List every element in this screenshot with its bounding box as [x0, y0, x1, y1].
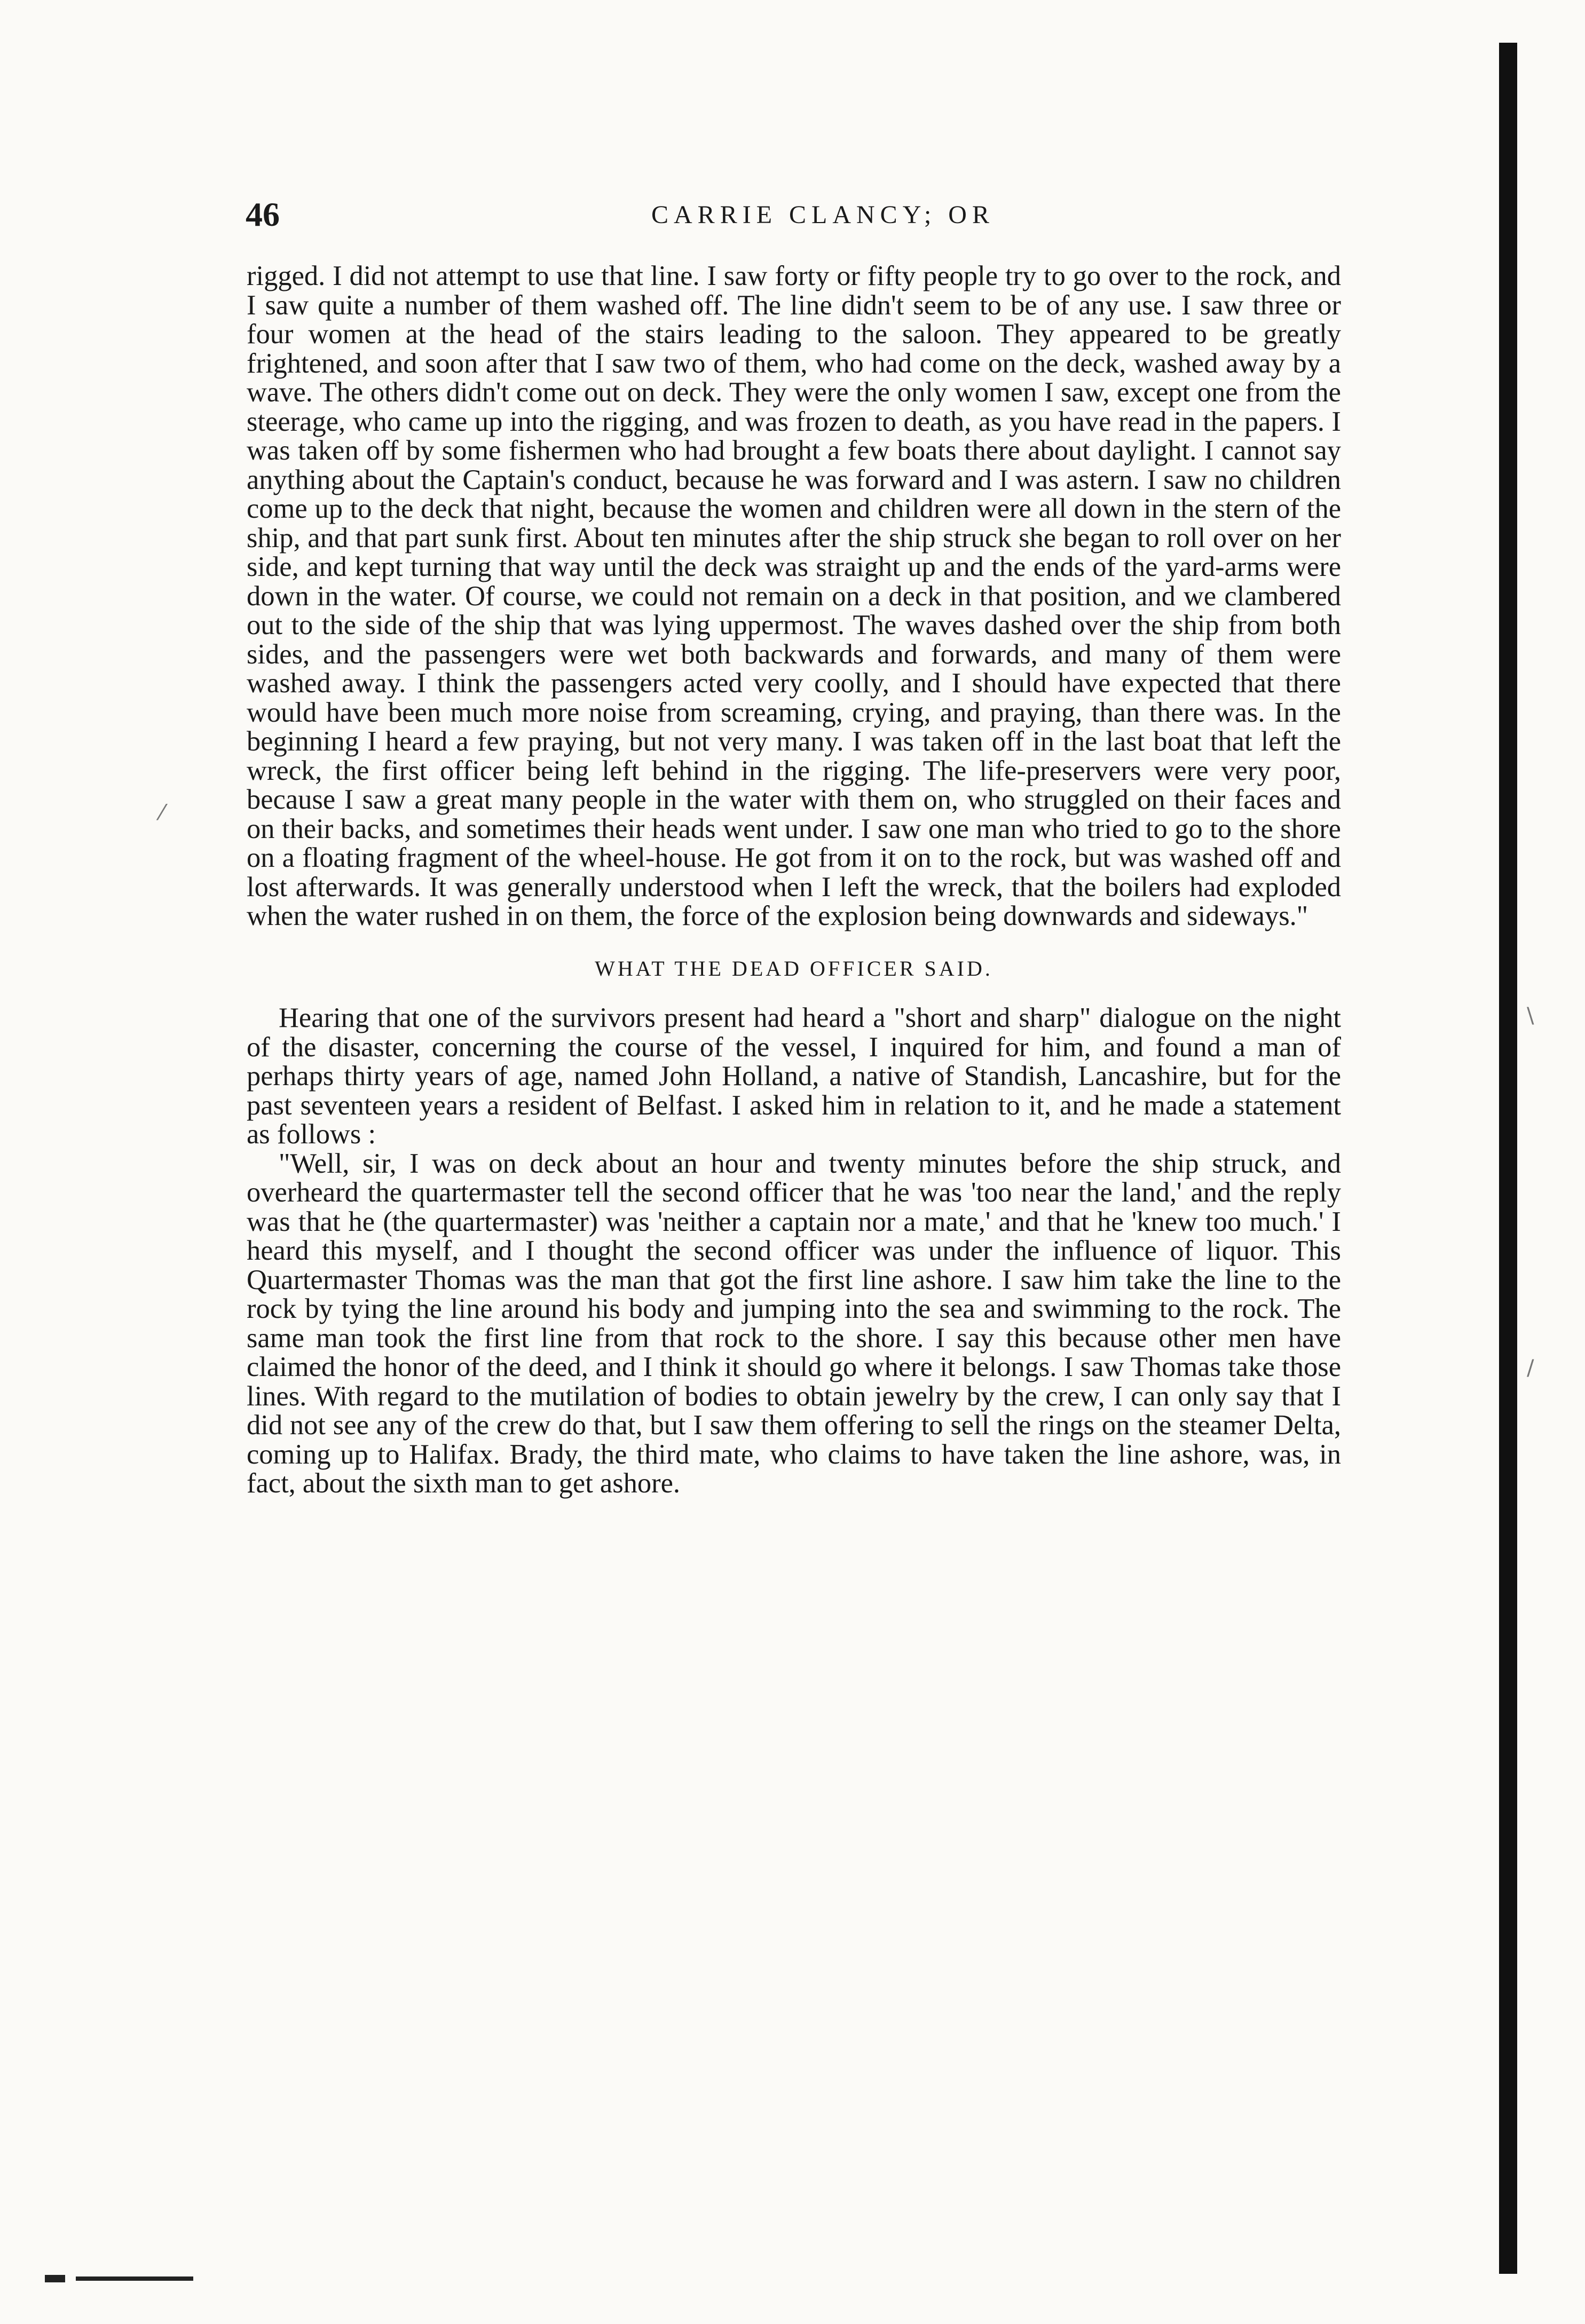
- library-stamp: [45, 2275, 194, 2282]
- paragraph-continued-testimony: rigged. I did not attempt to use that line. I saw forty or fifty people try to go over to the rock, and I saw quite a number of them washed off. The line didn't seem to be of any use. I saw three or four women at the head of the stairs leading to the saloon. They appeared to be greatly frightened, and soon after that I saw two of them, who had come on the deck, washed away by a wave. The others didn't come out on deck. They were the only women I saw, except one from the steerage, who came up into the rigging, and was frozen to death, as you have read in the papers. I was taken off by some fishermen who had brought a few boats there about daylight. I cannot say anything about the Captain's conduct, because he was forward and I was astern. I saw no children come up to the deck that night, because the women and children were all down in the stern of the ship, and that part sunk first. About ten minutes after the ship struck she began to roll over on her side, and kept turning that way until the deck was straight up and the ends of the yard-arms were down in the water. Of course, we could not remain on a deck in that position, and we clambered out to the side of the ship that was lying uppermost. The waves dashed over the ship from both sides, and the passengers were wet both backwards and forwards, and many of them were washed away. I think the passengers acted very coolly, and I should have expected that there would have been much more noise from screaming, crying, and praying, than there was. In the beginning I heard a few praying, but not very many. I was taken off in the last boat that left the wreck, the first officer being left behind in the rigging. The life-preservers were very poor, because I saw a great many people in the water with them on, who struggled on their faces and on their backs, and sometimes their heads went under. I saw one man who tried to go to the shore on a floating fragment of the wheel-house. He got from it on to the rock, but was washed off and lost afterwards. It was generally understood when I left the wreck, that the boilers had exploded when the water rushed in on them, the force of the explosion being downwards and sideways.": [247, 260, 1341, 931]
- page-number: 46: [246, 195, 280, 233]
- margin-mark: /: [1527, 1356, 1534, 1380]
- running-head: [246, 195, 1345, 238]
- margin-mark: \: [1527, 1003, 1534, 1028]
- text-block: [247, 262, 1341, 1498]
- paragraph-introduction: Hearing that one of the survivors present had heard a "short and sharp" dialogue on the night of the disaster, concerning the course of the vessel, I inquired for him, and found a man of perhaps thirty years of age, named John Holland, a native of Standish, Lancashire, but for the past seventeen years a resident of Belfast. I asked him in relation to it, and he made a statement as follows :: [247, 1002, 1341, 1150]
- running-title: CARRIE CLANCY; OR: [651, 201, 995, 229]
- binding-shadow: [1499, 43, 1517, 2274]
- paragraph-holland-statement: "Well, sir, I was on deck about an hour and twenty minutes before the ship struck, and overheard the quartermaster tell the second officer that he was 'too near the land,' and the reply was that he (the quartermaster) was 'neither a captain nor a mate,' and that he 'knew too much.' I heard this myself, and I thought the second officer was under the influence of liquor. This Quartermaster Thomas was the man that got the first line ashore. I saw him take the line to the rock by tying the line around his body and jumping into the sea and swimming to the rock. The same man took the first line from that rock to the shore. I say this because other men have claimed the honor of the deed, and I think it should go where it belongs. I saw Thomas take those lines. With regard to the mutilation of bodies to obtain jewelry by the crew, I can only say that I did not see any of the crew do that, but I saw them offering to sell the rings on the steamer Delta, coming up to Halifax. Brady, the third mate, who claims to have taken the line ashore, was, in fact, about the sixth man to get ashore.: [247, 1148, 1341, 1499]
- section-heading: WHAT THE DEAD OFFICER SAID.: [595, 956, 993, 981]
- margin-mark: ⁄: [160, 801, 164, 825]
